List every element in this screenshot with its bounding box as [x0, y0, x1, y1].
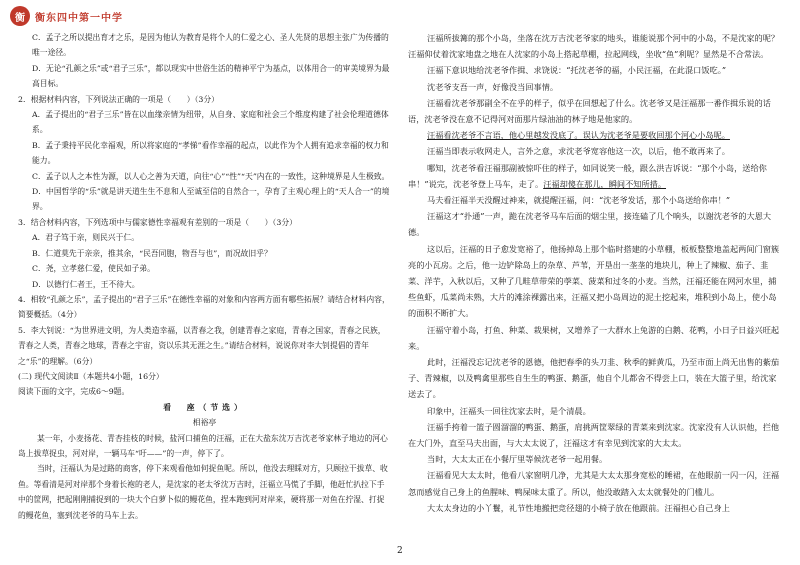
story-paragraph: 沈老爷支吾一声，好像没当回事情。 — [427, 81, 559, 92]
right-column — [408, 30, 784, 516]
question-3-option-d: D．以德行仁者王，王不待大。 — [32, 279, 140, 289]
story-paragraph: 汪福当即表示收网走人，言外之意，求沈老爷宽容他这一次，以后，他不敢再来了。 — [427, 146, 730, 157]
story-paragraph: 当时，汪福认为是过路的商客，停下来观看他如何捉鱼呢。所以，他没去理睬对方，只顾拉干拔草、收鱼。等看清是河对岸那个身着长袍的老人，是沈家的老太爷沈万吉时，汪福立马慌了手脚，他赶忙扒拉下手中的筐网，把起刚刚捕捉到的一块大个白萝卜似的鳗花鱼，捏本跑到河对岸来，硬将那一对鱼在拧湿、打捉的鳗花鱼，塞到沈老爷的马车上去。 — [18, 464, 388, 520]
left-column — [18, 30, 391, 523]
story-title: 看 座（节选） — [163, 402, 246, 412]
section-2-heading: (二) 现代文阅读Ⅱ（本题共4小题，16分） — [18, 371, 164, 381]
story-paragraph: 印象中，汪福头一回往沈家去时，是个清晨。 — [427, 405, 591, 416]
story-paragraph — [408, 160, 784, 192]
story-paragraph: 汪福看沈老爷那副全不在乎的样子，似乎在回想起了什么。沈老爷又是汪福那一番作揖乐说的话语，沈老爷没在意不记得河对面那片绿油油的林子地是他家的。 — [408, 97, 771, 125]
question-3-option-a: A．君子笃于亲，则民兴于仁。 — [32, 233, 139, 243]
question-2-option-d: D．中国哲学的“乐”就是讲天道生生不息和人至诚至信的自然合一，孕育了主观心理上的“天人合一”的境界。 — [32, 187, 390, 212]
story-paragraph: 某一年，小麦扬花、青杏挂枝的时候，盐河口捕鱼的汪福，正在大盐东沈万吉沈老爷家林子地边的河心岛上拔草捉虫，河对岸，一辆马车“吁——”的一声，停下了。 — [18, 433, 388, 458]
story-paragraph: 马夫看汪福半天没醒过神来，就提醒汪福，问：“沈老爷发话，那个小岛送给你串！” — [427, 195, 731, 206]
question-2: 2．根据材料内容，下列说法正确的一项是（ ）（3分） — [18, 94, 219, 104]
section-2-instruction: 阅读下面的文字，完成6～9题。 — [18, 387, 130, 397]
question-3-option-b: B．仁道莫先于亲亲，推其余，“民吾同胞，物吾与也”，而况故旧乎？ — [32, 248, 272, 258]
story-paragraph: 汪福看见大太太时，他看八家窗明几净，尤其是大太太那身宽松的睡裙，在他眼前一闪一闪，汪福忽而感觉自己身上的鱼腥味、鸭屎味太重了。所以，他没敢踏入太太就餐处的门槛儿。 — [408, 470, 780, 497]
question-2-option-b: B．孟子秉持平民化幸福观，所以将家庭的“孝悌”看作幸福的起点，以此作为个人拥有追求幸福的权力和能力。 — [32, 140, 389, 166]
school-name: 衡东四中第一中学 — [35, 12, 123, 24]
question-2-option-a: A．孟子提出的“君子三乐”皆在以血缘亲情为纽带，从自身、家庭和社会三个维度构建了社会伦理道德体系。 — [32, 110, 389, 135]
story-paragraph: 大太太身边的小丫鬟，礼节性地搬把竞径翅的小椅子放在他跟前。汪福担心自己身上 — [427, 502, 730, 513]
page-number: 2 — [397, 546, 403, 556]
question-1-option-d: D．无论“孔颜之乐”或“君子三乐”，都以现实中世俗生活的精神平宁为基点，以体用合一的审美境界为最高目标。 — [32, 63, 390, 89]
question-4: 4．相较“孔颜之乐”，孟子提出的“君子三乐”在德性幸福的对象和内容两方面有哪些拓展？请结合材料内容，简要概括。（4分） — [18, 294, 390, 320]
story-paragraph: 此时，汪福没忘记沈老爷的恩德，他把春季的头刀韭、秋季的鲜黄瓜，乃至市面上尚无出售的紫茄子、青辣椒，以及鸭禽里那些自生生的鸭蛋、鹅蛋，他自个儿都舍不得尝上口，装在大篮子里，给沈家送去了。 — [408, 357, 780, 400]
story-paragraph: 汪福下意识地给沈老爷作揖、求饶说：“托沈老爷的福，小民汪福，在此混口饭吃。” — [427, 65, 727, 76]
question-5: 5．李大钊说：“为世界进文明，为人类造幸福，以青春之我，创建青春之家庭，青春之国家，青春之民族，青春之人类，青春之地球，青春之宇宙，资以乐其无涯之生。”请结合材料，说说你对李大钊提倡的青年之“乐”的理解。（6分） — [18, 325, 386, 366]
question-3-option-c: C．尧，立孝慈仁爱，使民如子弟。 — [32, 264, 155, 274]
question-1-option-c: C．孟子之所以提出育才之乐，是因为他认为教育是将个人的仁爱之心、圣人先贤的思想主张广为传播的唯一途径。 — [32, 33, 389, 58]
underlined-sentence: 汪福却傻在那儿，瞬间不知所措。 — [543, 178, 667, 189]
page-header — [10, 6, 123, 26]
story-paragraph: 当时，大太太正在小餐厅里等候沈老爷一起用餐。 — [427, 454, 608, 465]
story-author: 相裕亭 — [192, 418, 217, 428]
story-paragraph: 汪福手挎着一篮子圆溜溜的鸭蛋、鹅蛋，肩挑两筐翠绿的青菜来到沈家。沈家没有人认识他，拦他在大门外，直至马夫出面，与大太太说了，汪福这才有幸见到沈家的大太太。 — [408, 421, 780, 449]
story-paragraph: 汪福这才“扑通”一声，跪在沈老爷马车后面的烟尘里，接连磕了几个响头，以谢沈老爷的大恩大德。 — [408, 211, 772, 238]
underlined-sentence: 汪福看沈老爷不言语，他心里越发没底了。误认为沈老爷是要收回那个河心小岛呢。 — [427, 130, 730, 141]
question-3: 3．结合材料内容，下列选项中与儒家德性幸福观有差别的一项是（ ）（3分） — [18, 217, 297, 227]
school-logo-icon: 衡 — [10, 6, 30, 26]
story-paragraph: 这以后，汪福的日子愈发宽裕了，他扬掉岛上那个临时搭建的小草棚，板板整整地盖起两间门窗簇亮的小瓦房。之后，他一边铲除岛上的杂草、芦苇，开垦出一垄垄的地块儿，种上了辣椒、茄子、韭菜、洋芋，入秋以后，又种了几畦草带荣的荸菜、菠菜和过冬的小麦。当然，汪福还能在网河水里，捕些鱼虾，瓜菜尚未熟，大片的滩涂裸露出来，汪福又把小岛周边的泥土挖起来，堆积到小岛上，使小岛的面积不断扩大。 — [408, 243, 780, 319]
question-2-option-c: C．孟子以人之本性为源，以人心之善为天道，向往“心”“性”“天”内在的一致性，这种境界是人生极致。 — [32, 171, 390, 181]
story-paragraph: 汪福守着小岛，打鱼、种菜、栽果树，又增养了一大群水上兔游的白鹅、花鸭，小日子日益兴旺起来。 — [408, 324, 780, 351]
story-paragraph: 汪福所拔篝的那个小岛，坐落在沈万吉沈老爷家的地头，谁能说那个河中的小岛，不是沈家的呢？汪福仰仗着沈家地盘之地在人沈家的小岛上搭起草棚，拉起网线，坐收“鱼”利呢？显然是不合常法。 — [408, 33, 780, 60]
story-text: 哪知，沈老爷看汪福那副被惊吓住的样子，如同说笑一般，跟么洪吉诉说：“那个小岛，送给你串！”说完，沈老爷登上马车，走了。 — [408, 162, 767, 189]
